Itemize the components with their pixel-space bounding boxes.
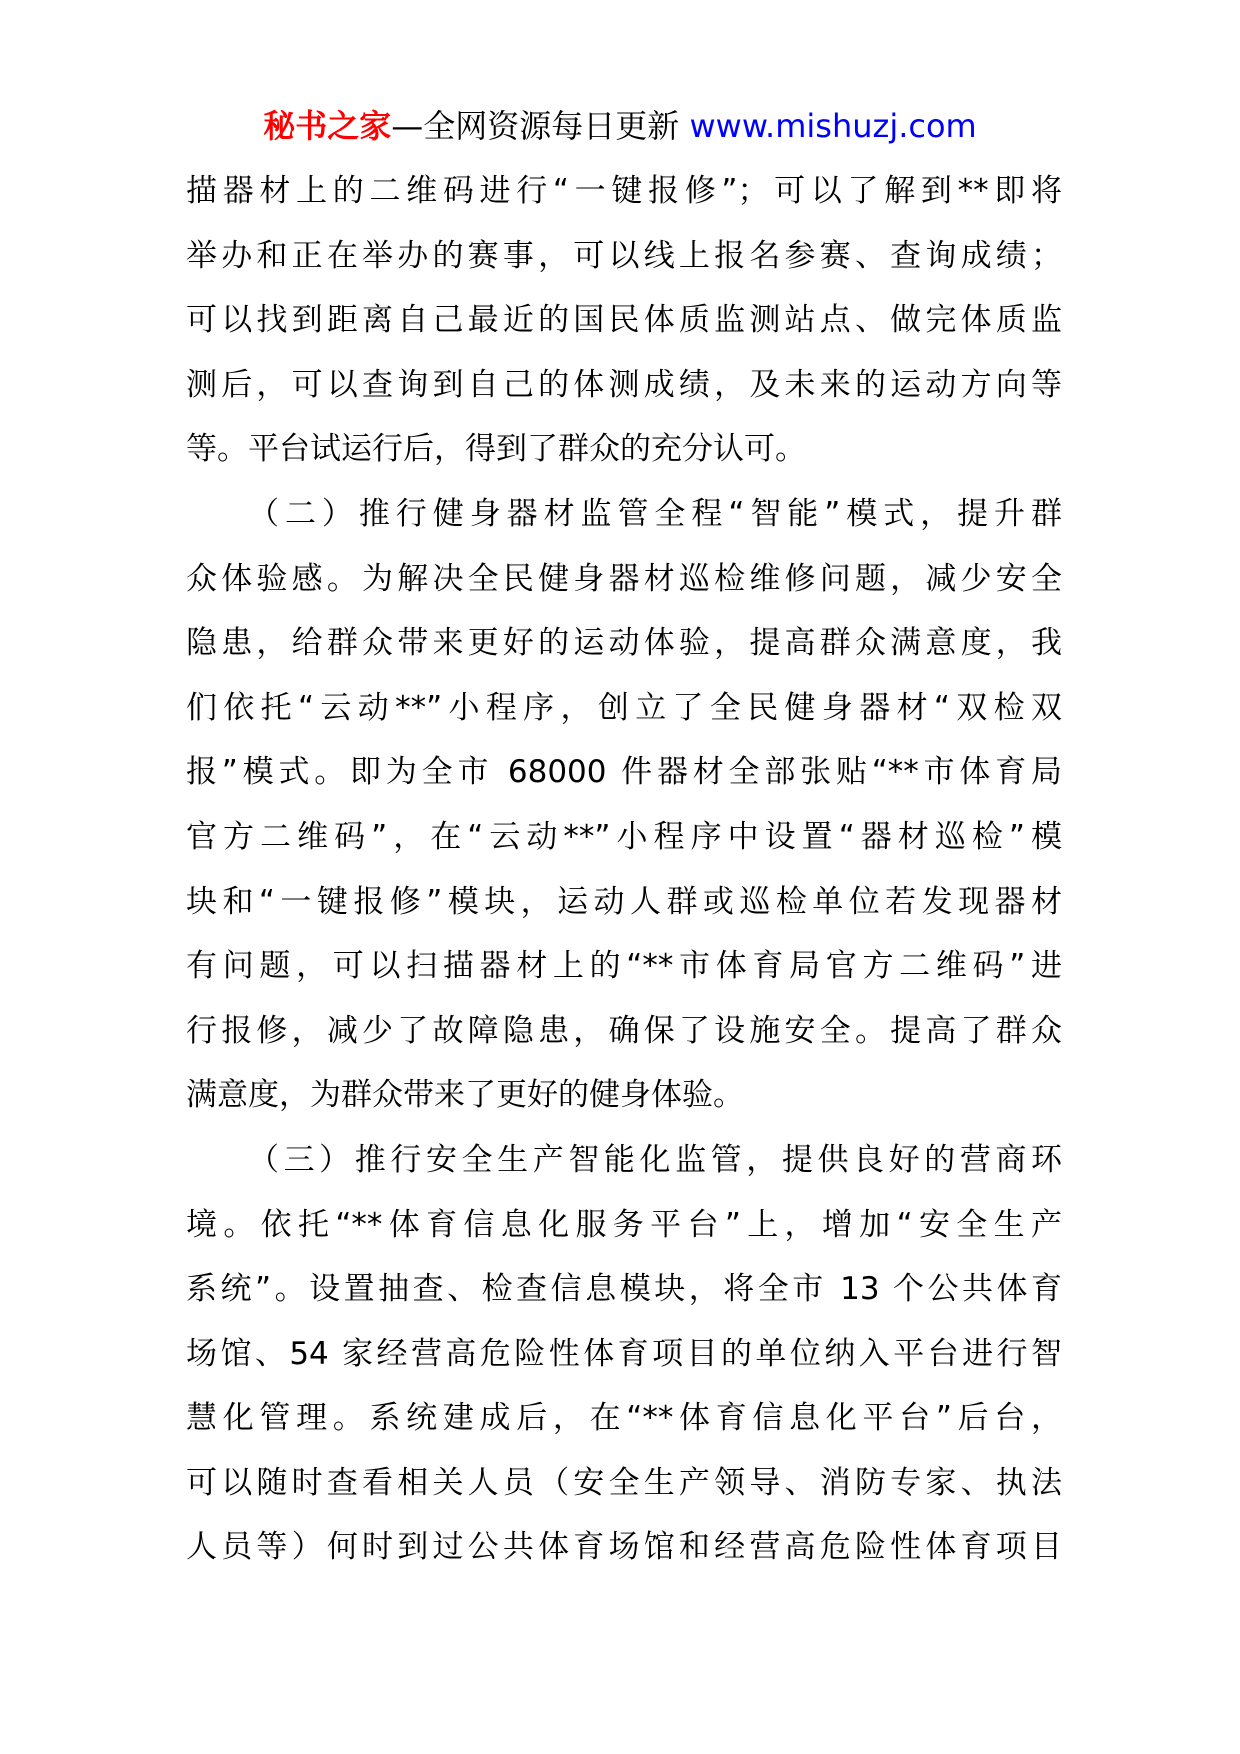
body-line: 举办和正在举办的赛事，可以线上报名参赛、查询成绩； [186,237,1062,274]
section-heading-line: （三）推行安全生产智能化监管，提供良好的营商环 [248,1141,1062,1178]
body-line: 官方二维码”，在“云动**”小程序中设置“器材巡检”模 [186,818,1062,855]
body-line: 块和“一键报修”模块，运动人群或巡检单位若发现器材 [186,883,1062,920]
body-line: 们依托“云动**”小程序，创立了全民健身器材“双检双 [186,689,1062,726]
site-url-link[interactable]: www.mishuzj.com [689,107,977,145]
body-line: 系统”。设置抽查、检查信息模块，将全市 13 个公共体育 [186,1271,1062,1308]
body-line: 报”模式。即为全市 68000 件器材全部张贴“**市体育局 [186,754,1062,791]
site-brand: 秘书之家 [263,107,392,145]
body-line: 测后，可以查询到自己的体测成绩，及未来的运动方向等 [186,366,1062,403]
body-line: 描器材上的二维码进行“一键报修”；可以了解到**即将 [186,173,1062,209]
body-line: 有问题，可以扫描器材上的“**市体育局官方二维码”进 [186,948,1062,985]
body-line: 人员等）何时到过公共体育场馆和经营高危险性体育项目 [186,1529,1062,1566]
body-line: 众体验感。为解决全民健身器材巡检维修问题，减少安全 [186,560,1062,597]
section-heading-line: （二）推行健身器材监管全程“智能”模式，提升群 [248,495,1062,532]
body-line: 等。平台试运行后，得到了群众的充分认可。 [186,431,806,468]
body-line: 慧化管理。系统建成后，在“**体育信息化平台”后台， [186,1400,1062,1437]
body-line: 可以找到距离自己最近的国民体质监测站点、做完体质监 [186,302,1062,339]
body-line: 场馆、54 家经营高危险性体育项目的单位纳入平台进行智 [186,1335,1062,1372]
body-line: 可以随时查看相关人员（安全生产领导、消防专家、执法 [186,1464,1062,1501]
body-line: 境。依托“**体育信息化服务平台”上，增加“安全生产 [186,1206,1062,1243]
body-line: 行报修，减少了故障隐患，确保了设施安全。提高了群众 [186,1012,1062,1049]
body-line: 满意度，为群众带来了更好的健身体验。 [186,1077,744,1114]
site-slogan: —全网资源每日更新 [391,107,690,145]
site-header [0,98,1240,154]
document-body [186,159,1062,1580]
body-line: 隐患，给群众带来更好的运动体验，提高群众满意度，我 [186,625,1062,662]
